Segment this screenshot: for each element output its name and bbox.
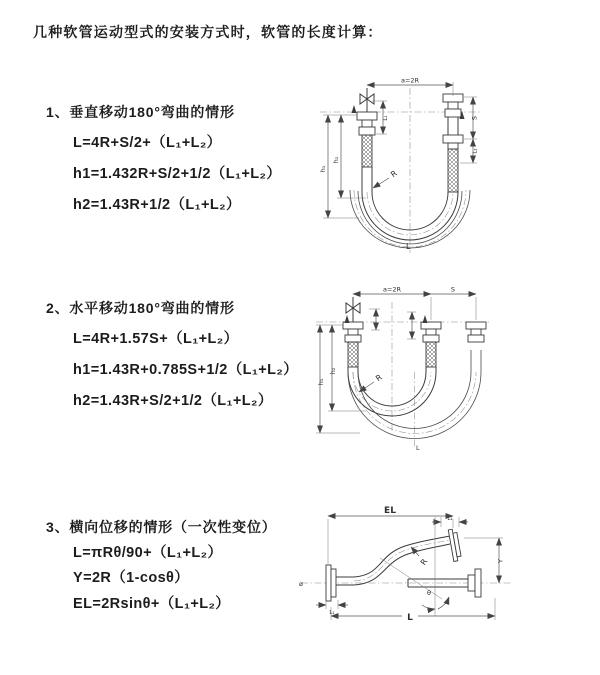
dim-s-label: S	[450, 285, 456, 294]
dim-l-label: L	[407, 613, 413, 623]
section-2-heading: 2、水平移动180°弯曲的情形	[46, 300, 235, 316]
right-flange-moved-neck	[448, 102, 458, 109]
angle-label: θ	[427, 589, 431, 597]
middle-braid-section	[426, 342, 436, 367]
radius-label: R	[374, 372, 384, 384]
diagram-horizontal-180-bend	[308, 282, 533, 457]
formula-el: EL=2Rsinθ+（L₁+L₂）	[73, 595, 231, 612]
left-flange-neck	[362, 120, 372, 127]
formula-h1: h1=1.43R+0.785S+1/2（L₁+L₂）	[73, 362, 299, 378]
right-flange	[475, 569, 481, 597]
left-flange	[357, 112, 377, 120]
left-flange-plate	[345, 335, 361, 342]
page-title: 几种软管运动型式的安装方式时，软管的长度计算：	[33, 24, 383, 40]
dim-ext	[331, 598, 495, 620]
dim-el-label: EL	[384, 506, 396, 516]
dim-s-label: S	[470, 115, 479, 121]
section-lateral-displacement	[46, 517, 277, 614]
left-flange-plate	[359, 127, 375, 135]
section-3-heading: 3、横向位移的情形（一次性变位）	[46, 519, 277, 535]
dim-y-label: Y	[496, 559, 505, 563]
right-flange-moved	[466, 322, 486, 329]
left-braid-section	[362, 135, 372, 167]
dim-h1-label: h₁	[319, 165, 327, 173]
right-flange-neck	[468, 575, 475, 591]
left-flange-neck	[348, 329, 358, 335]
middle-flange-neck	[426, 329, 436, 335]
length-label: L	[406, 242, 411, 251]
dim-l1-top-label: L₁	[447, 516, 453, 522]
left-pipe-stub	[336, 577, 354, 585]
section-horizontal-bend	[46, 298, 298, 411]
dim-ext	[328, 519, 453, 564]
valve-icon	[360, 88, 374, 112]
valve-icon	[346, 297, 360, 322]
hose-displaced-outer-wall	[348, 350, 481, 439]
dim-h1-label: h₁	[317, 378, 325, 386]
middle-flange-plate	[423, 335, 439, 342]
left-braid-section	[348, 342, 358, 367]
formula-l: L=πRθ/90+（L₁+L₂）	[73, 544, 223, 561]
left-flange	[326, 565, 331, 601]
up-arrow-icon	[345, 315, 350, 323]
moved-flange-group	[448, 529, 461, 562]
dim-h2-label: h₂	[332, 156, 340, 164]
dim-a2r-label: a=2R	[382, 285, 402, 294]
left-flange-plate	[331, 569, 336, 597]
formula-h2: h2=1.43R+S/2+1/2（L₁+L₂）	[73, 393, 273, 409]
radius-label: R	[389, 168, 399, 180]
dim-l1-bottom-label: L₁	[329, 610, 335, 616]
right-flange-moved-plate	[468, 335, 484, 342]
section-vertical-bend	[46, 102, 281, 215]
left-flange	[343, 322, 363, 329]
middle-flange	[421, 322, 441, 329]
formula-h1: h1=1.432R+S/2+1/2（L₁+L₂）	[73, 166, 282, 182]
dim-h2-label: h₂	[329, 367, 337, 375]
diagram-vertical-180-bend	[310, 72, 525, 257]
right-flange-moved-neck	[471, 329, 481, 335]
dim-a2r-label: a=2R	[400, 76, 420, 85]
up-arrow-icon	[352, 105, 357, 113]
right-flange-original	[443, 135, 463, 143]
dim-ext	[407, 312, 416, 339]
dim-ext	[431, 297, 476, 320]
formula-y: Y=2R（1-cosθ）	[73, 570, 190, 586]
formula-h2: h2=1.43R+1/2（L₁+L₂）	[73, 197, 241, 213]
section-1-heading: 1、垂直移动180°弯曲的情形	[46, 104, 235, 120]
dim-l1-label: L₁	[383, 115, 389, 121]
formula-l: L=4R+S/2+（L₁+L₂）	[73, 135, 222, 151]
up-arrow-icon	[423, 315, 428, 323]
dim-ext	[369, 309, 380, 330]
diameter-symbol: ø	[299, 580, 303, 588]
diagram-lateral-displacement	[298, 503, 533, 638]
right-braid-section	[448, 149, 458, 192]
angle-arc	[438, 597, 449, 609]
formula-l: L=4R+1.57S+（L₁+L₂）	[73, 331, 239, 347]
right-pipe-stem	[448, 117, 458, 135]
hose-centerline	[354, 540, 450, 581]
length-label: L	[416, 444, 420, 452]
dim-l2-label: L₂	[472, 148, 479, 154]
angle-arc	[422, 605, 435, 609]
radius-leader	[373, 178, 389, 188]
right-flange-original-neck	[448, 143, 458, 149]
right-flange-moved-plate	[445, 109, 461, 117]
radius-label: R	[418, 557, 430, 567]
